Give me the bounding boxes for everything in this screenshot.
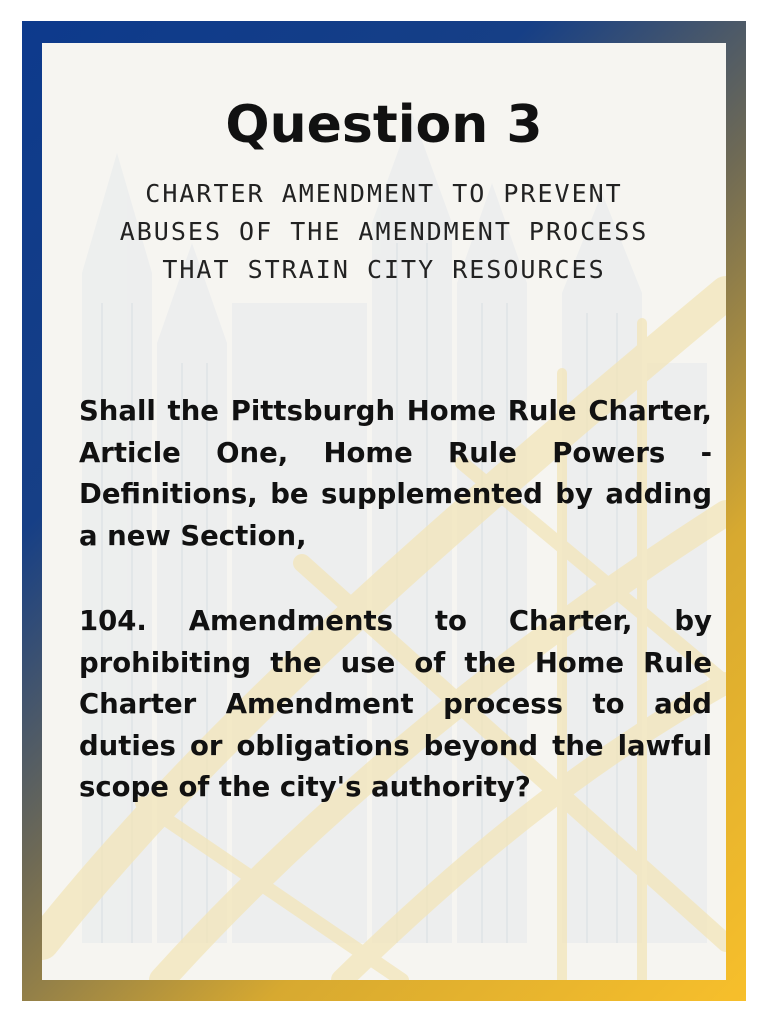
content-panel <box>42 43 726 980</box>
subtitle: CHARTER AMENDMENT TO PREVENT ABUSES OF THE AMENDMENT PROCESS THAT STRAIN CITY RESOURCES <box>119 179 649 284</box>
question-paragraph-2: 104. Amendments to Charter, by prohibiting the use of the Home Rule Charter Amendment process to add duties or obligations beyond the lawful scope of the city's authority? <box>79 605 712 803</box>
question-paragraph-1: Shall the Pittsburgh Home Rule Charter, Article One, Home Rule Powers - Definitions, be supplemented by adding a new Section, <box>79 395 712 552</box>
gradient-border-frame <box>22 21 746 1001</box>
page-title: Question 3 <box>225 95 543 155</box>
